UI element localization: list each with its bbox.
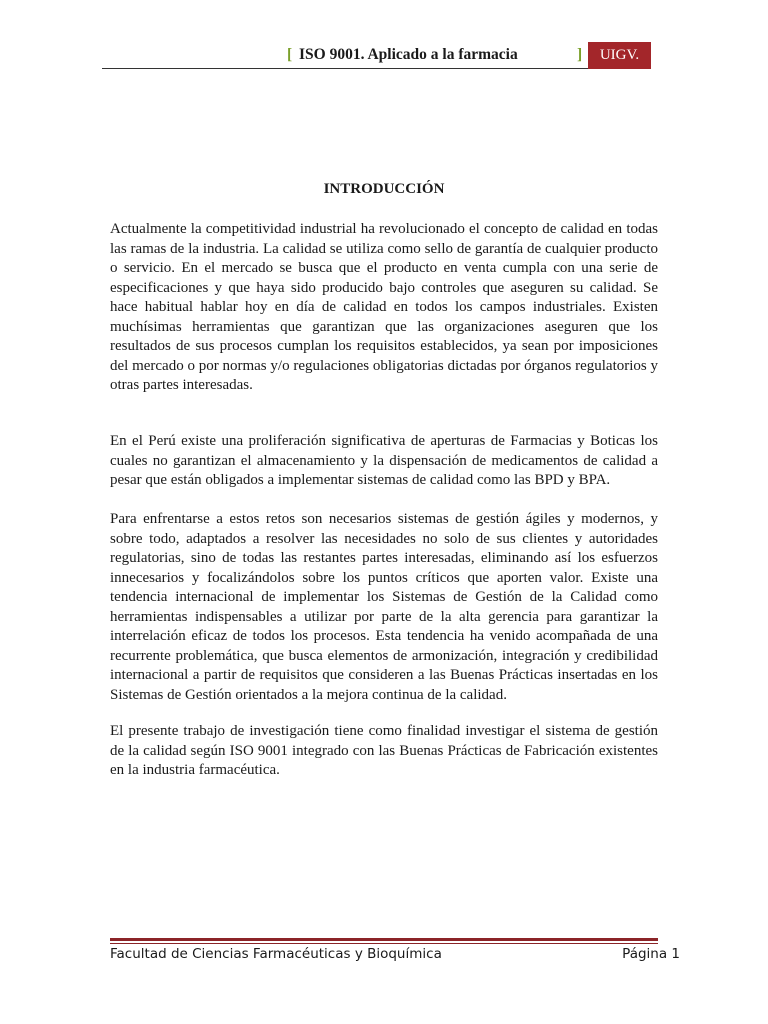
paragraph-3: Para enfrentarse a estos retos son necesarios sistemas de gestión ágiles y modernos, y sobre todo, adaptados a resolver las necesidades no solo de sus clientes y autoridades regulatorias, sino de todas las restantes partes interesadas, eliminando así los esfuerzos innecesarios y focalizándolos sobre los puntos críticos que aporten valor. Existe una tendencia internacional de implementar los Sistemas de Gestión de la Calidad como herramientas indispensables a utilizar por parte de la alta gerencia para garantizar la interrelación eficaz de todos los procesos. Esta tendencia ha venido acompañada de una recurrente problemática, que busca elementos de armonización, integración y credibilidad internacional a partir de requisitos que consideren a las Buenas Prácticas insertadas en los Sistemas de Gestión orientados a la mejora continua de la calidad.: [110, 511, 658, 703]
footer-divider-thick: [110, 938, 658, 941]
institution-badge: UIGV.: [588, 42, 651, 69]
footer-divider-thin: [110, 943, 658, 944]
paragraph-4: El presente trabajo de investigación tiene como finalidad investigar el sistema de gestión de la calidad según ISO 9001 integrado con las Buenas Prácticas de Fabricación existentes en la industria farmacéutica.: [110, 723, 658, 778]
header-bracket-open: [: [287, 46, 293, 63]
footer-faculty: Facultad de Ciencias Farmacéuticas y Bioquímica: [110, 946, 442, 962]
paragraph-1: Actualmente la competitividad industrial ha revolucionado el concepto de calidad en todas las ramas de la industria. La calidad se utiliza como sello de garantía de cualquier producto o servicio. En el mercado se busca que el producto en venta cumpla con una serie de especificaciones y que haya sido producido bajo controles que aseguren su calidad. Se hace habitual hablar hoy en día de calidad en todos los campos industriales. Existen muchísimas herramientas que garantizan que las organizaciones aseguren que los resultados de sus procesos cumplan los requisitos establecidos, ya sean por imposiciones del mercado o por normas y/o regulaciones obligatorias dictadas por órganos regulatorios y otras partes interesadas.: [110, 221, 658, 393]
header-bracket-close: ]: [577, 46, 583, 63]
footer-page-number: Página 1: [622, 946, 680, 962]
document-heading: INTRODUCCIÓN: [323, 181, 445, 197]
header-divider: [102, 68, 588, 69]
page-header: [0, 0, 768, 80]
paragraph-2: En el Perú existe una proliferación significativa de aperturas de Farmacias y Boticas los cuales no garantizan el almacenamiento y la dispensación de medicamentos de calidad a pesar que están obligados a implementar sistemas de calidad como las BPD y BPA.: [110, 433, 658, 488]
header-title: ISO 9001. Aplicado a la farmacia: [299, 46, 518, 63]
